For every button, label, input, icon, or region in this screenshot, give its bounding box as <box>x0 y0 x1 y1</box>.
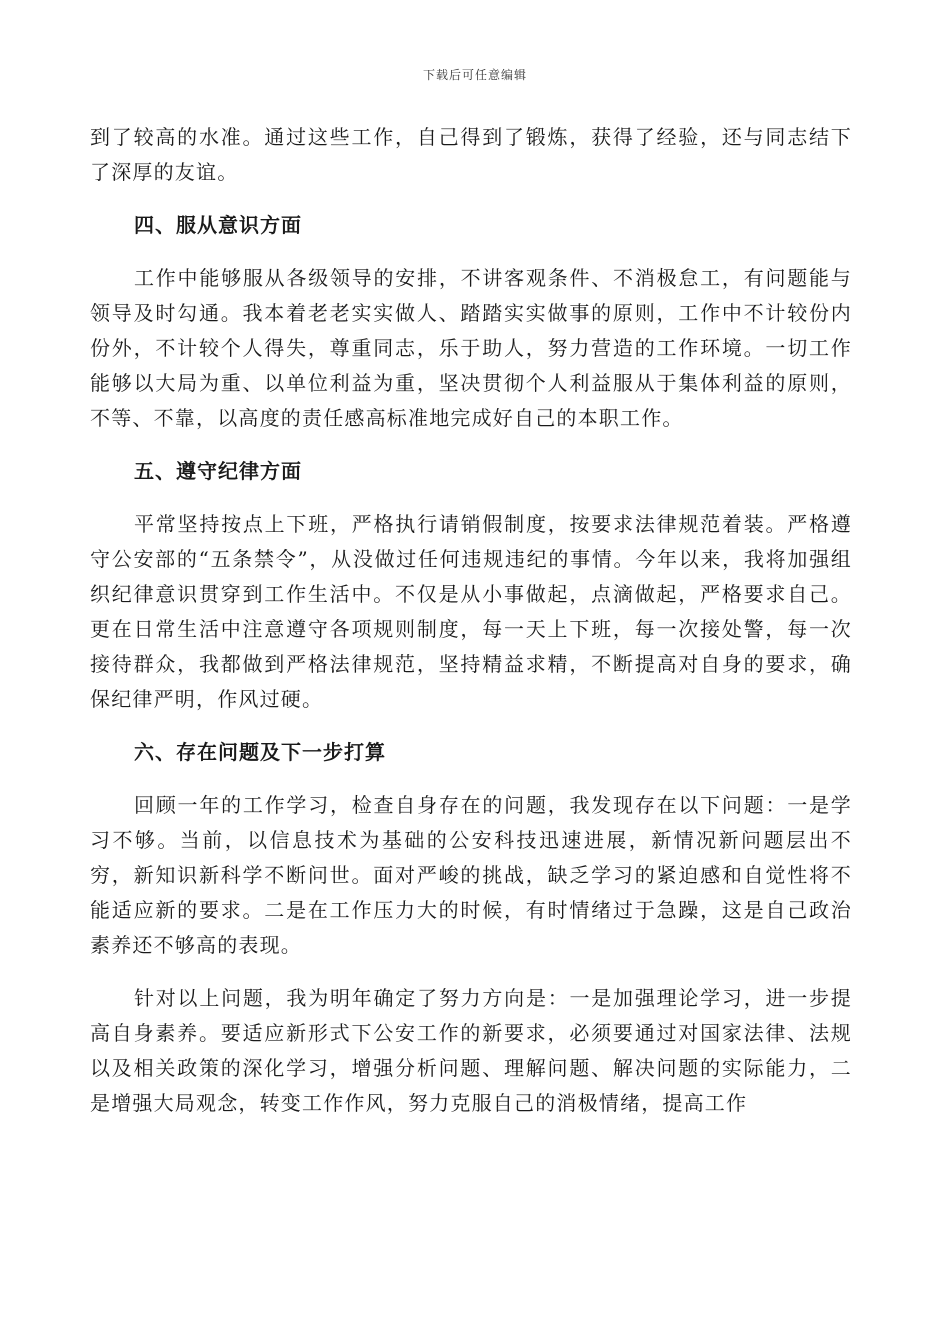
document-body <box>90 120 852 1121</box>
paragraph-problems: 回顾一年的工作学习，检查自身存在的问题，我发现存在以下问题：一是学习不够。当前，以信息技术为基础的公安科技迅速进展，新情况新问题层出不穷，新知识新科学不断问世。面对严峻的挑战，缺乏学习的紧迫感和自觉性将不能适应新的要求。二是在工作压力大的时候，有时情绪过于急躁，这是自己政治素养还不够高的表现。 <box>90 793 852 957</box>
section-heading-problems-plans: 六、存在问题及下一步打算 <box>134 740 386 764</box>
paragraph-obedience: 工作中能够服从各级领导的安排，不讲客观条件、不消极怠工，有问题能与领导及时勾通。我本着老老实实做人、踏踏实实做事的原则，工作中不计较份内份外，不计较个人得失，尊重同志，乐于助人，努力营造的工作环境。一切工作能够以大局为重、以单位利益为重，坚决贯彻个人利益服从于集体利益的原则，不等、不靠，以高度的责任感高标准地完成好自己的本职工作。 <box>90 266 852 430</box>
paragraph-discipline: 平常坚持按点上下班，严格执行请销假制度，按要求法律规范着装。严格遵守公安部的“五条禁令”，从没做过任何违规违纪的事情。今年以来，我将加强组织纪律意识贯穿到工作生活中。不仅是从小事做起，点滴做起，严格要求自己。更在日常生活中注意遵守各项规则制度，每一天上下班，每一次接处警，每一次接待群众，我都做到严格法律规范，坚持精益求精，不断提高对自身的要求，确保纪律严明，作风过硬。 <box>90 512 852 711</box>
paragraph-continuation: 到了较高的水准。通过这些工作，自己得到了锻炼，获得了经验，还与同志结下了深厚的友谊。 <box>90 125 852 184</box>
paragraph-plans: 针对以上问题，我为明年确定了努力方向是：一是加强理论学习，进一步提高自身素养。要适应新形式下公安工作的新要求，必须要通过对国家法律、法规以及相关政策的深化学习，增强分析问题、理解问题、解决问题的实际能力，二是增强大局观念，转变工作作风，努力克服自己的消极情绪，提高工作 <box>90 986 852 1115</box>
page-header-note: 下载后可任意编辑 <box>422 68 527 82</box>
section-heading-obedience: 四、服从意识方面 <box>134 213 302 237</box>
section-heading-discipline: 五、遵守纪律方面 <box>134 459 302 483</box>
